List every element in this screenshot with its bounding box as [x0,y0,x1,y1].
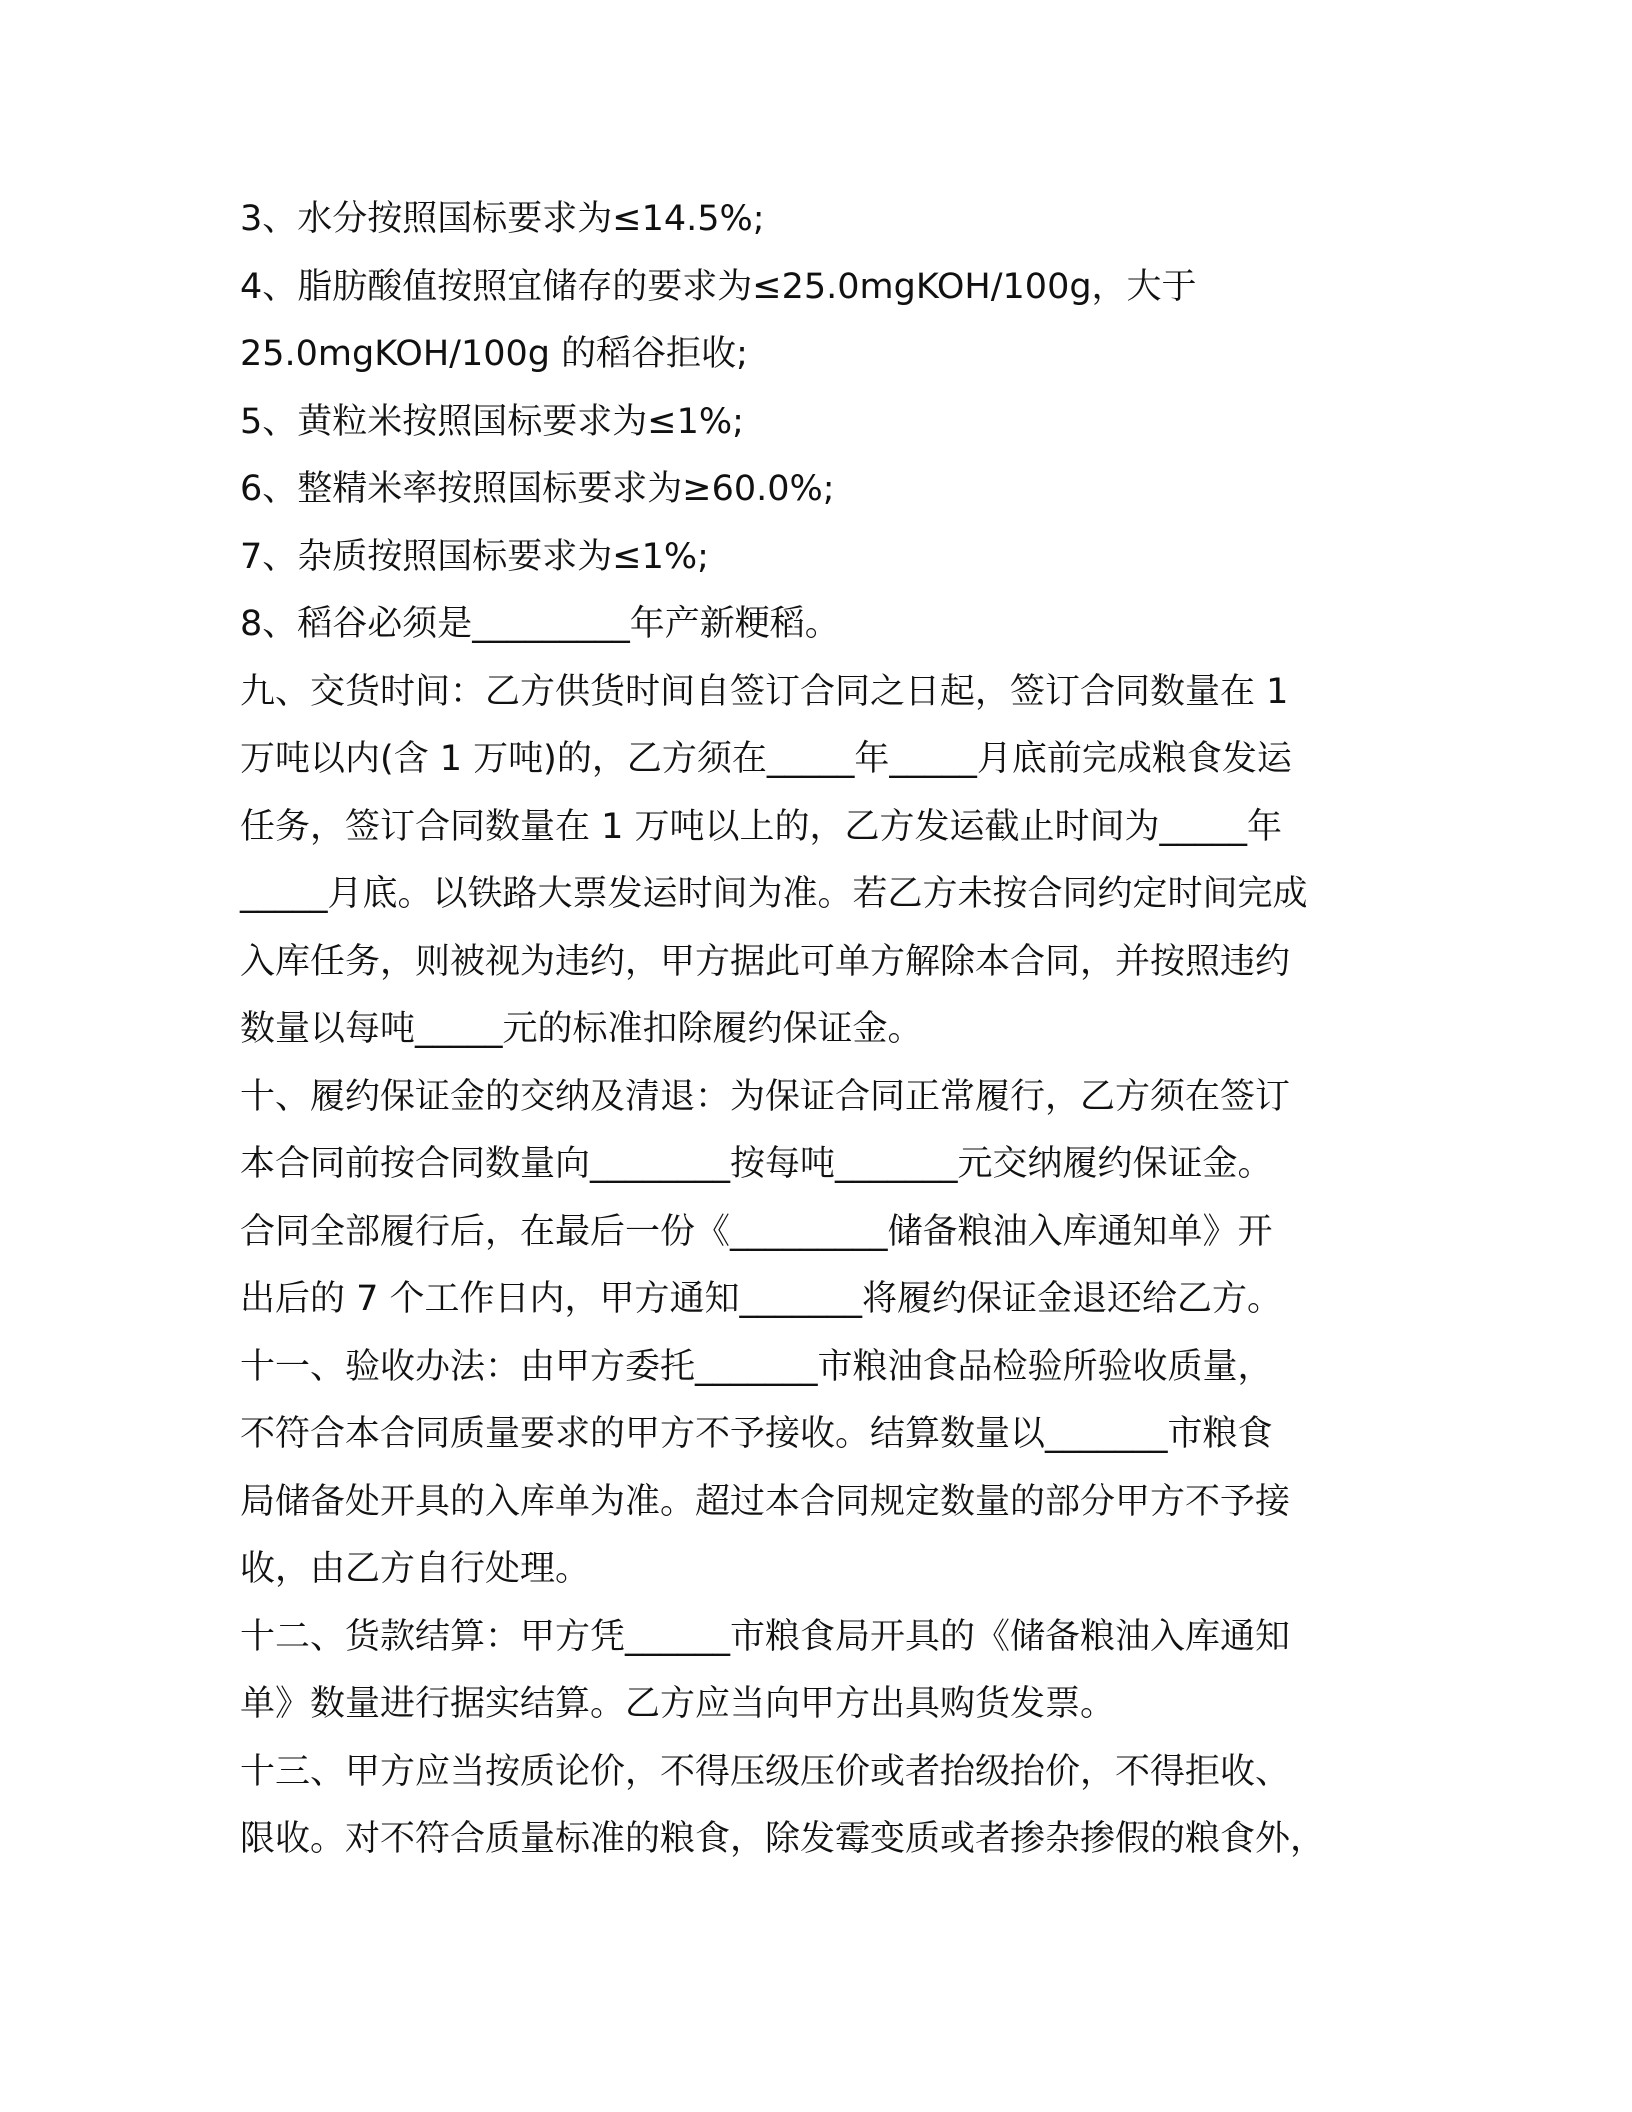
text-line-deposit: 合同全部履行后，在最后一份《_________储备粮油入库通知单》开 [240,1211,1273,1252]
text-line-delivery-time: 万吨以内(含 1 万吨)的，乙方须在_____年_____月底前完成粮食发运 [240,739,1292,779]
text-line-delivery-time: 入库任务，则被视为违约，甲方据此可单方解除本合同，并按照违约 [240,941,1291,982]
text-line-pricing: 十三、甲方应当按质论价，不得压级压价或者抬级抬价，不得拒收、 [240,1751,1291,1792]
text-line-fatty-acid-cont: 25.0mgKOH/100g 的稻谷拒收; [240,334,748,374]
text-line-acceptance: 不符合本合同质量要求的甲方不予接收。结算数量以_______市粮食 [240,1414,1273,1454]
text-line-fatty-acid: 4、脂肪酸值按照宜储存的要求为≤25.0mgKOH/100g，大于 [240,266,1197,307]
text-line-pricing: 限收。对不符合质量标准的粮食，除发霉变质或者掺杂掺假的粮食外， [240,1819,1326,1859]
text-line-acceptance: 局储备处开具的入库单为准。超过本合同规定数量的部分甲方不予接 [240,1481,1291,1522]
text-line-delivery-time: 九、交货时间：乙方供货时间自签订合同之日起，签订合同数量在 1 [240,671,1289,712]
text-line-delivery-time: 数量以每吨_____元的标准扣除履约保证金。 [240,1009,923,1049]
text-line-moisture: 3、水分按照国标要求为≤14.5%; [240,199,765,239]
text-line-delivery-time: 任务，签订合同数量在 1 万吨以上的，乙方发运截止时间为_____年 [240,806,1283,847]
text-line-harvest-year: 8、稻谷必须是_________年产新粳稻。 [240,604,840,644]
contract-text-body [240,186,1405,1874]
text-line-delivery-time: _____月底。以铁路大票发运时间为准。若乙方未按合同约定时间完成 [240,874,1308,914]
text-line-impurity: 7、杂质按照国标要求为≤1%; [240,536,709,577]
text-line-deposit: 本合同前按合同数量向________按每吨_______元交纳履约保证金。 [240,1144,1273,1184]
text-line-acceptance: 收，由乙方自行处理。 [240,1549,591,1589]
text-line-settlement: 单》数量进行据实结算。乙方应当向甲方出具购货发票。 [240,1684,1116,1724]
text-line-acceptance: 十一、验收办法：由甲方委托_______市粮油食品检验所验收质量， [240,1346,1273,1387]
text-line-deposit: 出后的 7 个工作日内，甲方通知_______将履约保证金退还给乙方。 [240,1279,1283,1319]
text-line-yellow-rice: 5、黄粒米按照国标要求为≤1%; [240,401,744,442]
text-line-deposit: 十、履约保证金的交纳及清退：为保证合同正常履行，乙方须在签订 [240,1076,1291,1117]
text-line-head-rice: 6、整精米率按照国标要求为≥60.0%; [240,469,835,509]
text-line-settlement: 十二、货款结算：甲方凭______市粮食局开具的《储备粮油入库通知 [240,1616,1291,1657]
